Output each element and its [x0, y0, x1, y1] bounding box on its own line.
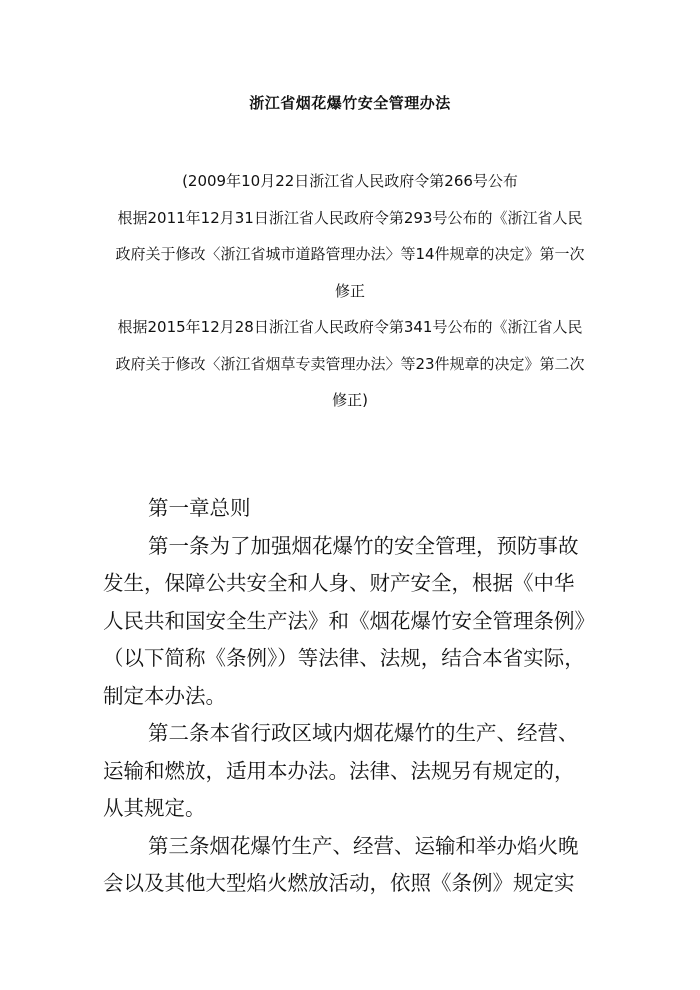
article-2-line: 运输和燃放，适用本办法。法律、法规另有规定的，: [103, 758, 575, 783]
promulgation-note: [0, 163, 700, 419]
document-title: 浙江省烟花爆竹安全管理办法: [249, 94, 451, 112]
document-body: [103, 490, 603, 903]
article-1-line: 制定本办法。: [103, 683, 226, 708]
preamble-line: (2009年10月22日浙江省人民政府令第266号公布: [182, 172, 518, 190]
article-3-line: 第三条烟花爆竹生产、经营、运输和举办焰火晚: [148, 833, 579, 858]
preamble-line: 根据2015年12月28日浙江省人民政府令第341号公布的《浙江省人民: [117, 318, 583, 336]
article-2-line: 从其规定。: [103, 796, 206, 820]
article-3-line: 会以及其他大型焰火燃放活动，依照《条例》规定实: [103, 871, 575, 895]
preamble-line: 修正: [334, 281, 365, 300]
article-1-line: 发生，保障公共安全和人身、财产安全，根据《中华: [103, 571, 575, 595]
article-1-line: 第一条为了加强烟花爆竹的安全管理，预防事故: [148, 533, 579, 558]
article-2-line: 第二条本省行政区域内烟花爆竹的生产、经营、: [148, 721, 579, 745]
chapter-heading: 第一章总则: [148, 496, 251, 520]
preamble-line: 政府关于修改〈浙江省城市道路管理办法〉等14件规章的决定》第一次: [115, 245, 585, 263]
preamble-line: 修正): [332, 391, 368, 409]
preamble-line: 政府关于修改〈浙江省烟草专卖管理办法〉等23件规章的决定》第二次: [115, 354, 585, 373]
preamble-line: 根据2011年12月31日浙江省人民政府令第293号公布的《浙江省人民: [117, 208, 583, 227]
article-1-line: 人民共和国安全生产法》和《烟花爆竹安全管理条例》: [103, 608, 595, 633]
article-1-line: （以下简称《条例》）等法律、法规，结合本省实际，: [103, 646, 585, 670]
